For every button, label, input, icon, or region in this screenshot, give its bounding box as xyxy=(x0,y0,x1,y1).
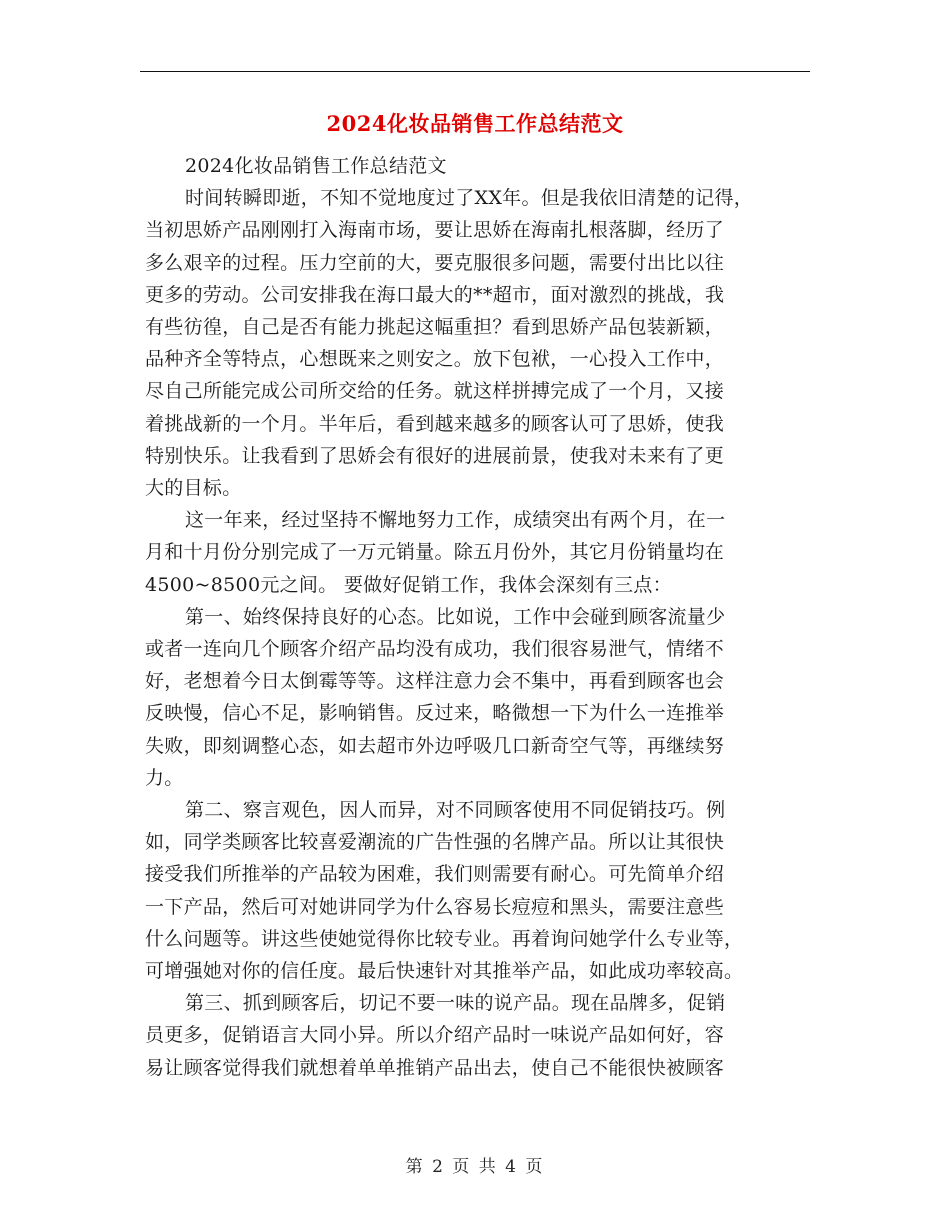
text-line: 接受我们所推举的产品较为困难，我们则需要有耐心。可先简单介绍 xyxy=(145,863,725,886)
text-line: 多么艰辛的过程。压力空前的大，要克服很多问题，需要付出比以往 xyxy=(145,251,725,274)
document-body xyxy=(145,150,810,1084)
text-line: 尽自己所能完成公司所交给的任务。就这样拼搏完成了一个月，又接 xyxy=(145,380,725,403)
text-line: 如，同学类顾客比较喜爱潮流的广告性强的名牌产品。所以让其很快 xyxy=(145,831,725,854)
body-paragraph xyxy=(145,182,810,504)
subtitle-paragraph xyxy=(145,150,810,182)
text-line: 这一年来，经过坚持不懈地努力工作，成绩突出有两个月，在一 xyxy=(185,509,726,532)
text-line: 着挑战新的一个月。半年后，看到越来越多的顾客认可了思娇，使我 xyxy=(145,412,725,435)
text-line: 特别快乐。让我看到了思娇会有很好的进展前景，使我对未来有了更 xyxy=(145,444,725,467)
text-line: 月和十月份分别完成了一万元销量。除五月份外，其它月份销量均在 xyxy=(145,541,725,564)
text-line: 2024化妆品销售工作总结范文 xyxy=(185,155,447,177)
body-paragraph xyxy=(145,987,810,1084)
text-line: 失败，即刻调整心态，如去超市外边呼吸几口新奇空气等，再继续努 xyxy=(145,734,725,757)
text-line: 什么问题等。讲这些使她觉得你比较专业。再着询问她学什么专业等， xyxy=(145,927,744,950)
text-line: 时间转瞬即逝，不知不觉地度过了XX年。但是我依旧清楚的记得， xyxy=(185,187,754,210)
text-line: 易让顾客觉得我们就想着单单推销产品出去，使自己不能很快被顾客 xyxy=(145,1056,725,1079)
text-line: 第二、察言观色，因人而异，对不同顾客使用不同促销技巧。例 xyxy=(185,799,726,822)
text-line: 力。 xyxy=(145,766,184,789)
header-rule xyxy=(140,71,810,72)
text-line: 员更多，促销语言大同小异。所以介绍产品时一味说产品如何好，容 xyxy=(145,1024,725,1047)
text-line: 有些彷徨，自己是否有能力挑起这幅重担？看到思娇产品包装新颖， xyxy=(145,316,725,339)
body-paragraph xyxy=(145,504,810,601)
page-footer: 第 2 页 共 4 页 xyxy=(405,1157,545,1177)
text-line: 一下产品，然后可对她讲同学为什么容易长痘痘和黑头，需要注意些 xyxy=(145,895,725,918)
body-paragraph xyxy=(145,794,810,987)
body-paragraph xyxy=(145,601,810,794)
text-line: 或者一连向几个顾客介绍产品均没有成功，我们很容易泄气，情绪不 xyxy=(145,638,725,661)
text-line: 好，老想着今日太倒霉等等。这样注意力会不集中，再看到顾客也会 xyxy=(145,670,725,693)
text-line: 品种齐全等特点，心想既来之则安之。放下包袱，一心投入工作中， xyxy=(145,348,725,371)
text-line: 大的目标。 xyxy=(145,477,242,500)
text-line: 可增强她对你的信任度。最后快速针对其推举产品，如此成功率较高。 xyxy=(145,960,744,983)
document-title: 2024化妆品销售工作总结范文 xyxy=(326,111,624,136)
text-line: 4500~8500元之间。 要做好促销工作，我体会深刻有三点： xyxy=(145,573,672,596)
text-line: 第一、始终保持良好的心态。比如说，工作中会碰到顾客流量少 xyxy=(185,605,726,628)
text-line: 更多的劳动。公司安排我在海口最大的**超市，面对激烈的挑战，我 xyxy=(145,283,725,306)
text-line: 反映慢，信心不足，影响销售。反过来，略微想一下为什么一连推举 xyxy=(145,702,725,725)
text-line: 第三、抓到顾客后，切记不要一味的说产品。现在品牌多，促销 xyxy=(185,992,726,1015)
text-line: 当初思娇产品刚刚打入海南市场，要让思娇在海南扎根落脚，经历了 xyxy=(145,219,725,242)
